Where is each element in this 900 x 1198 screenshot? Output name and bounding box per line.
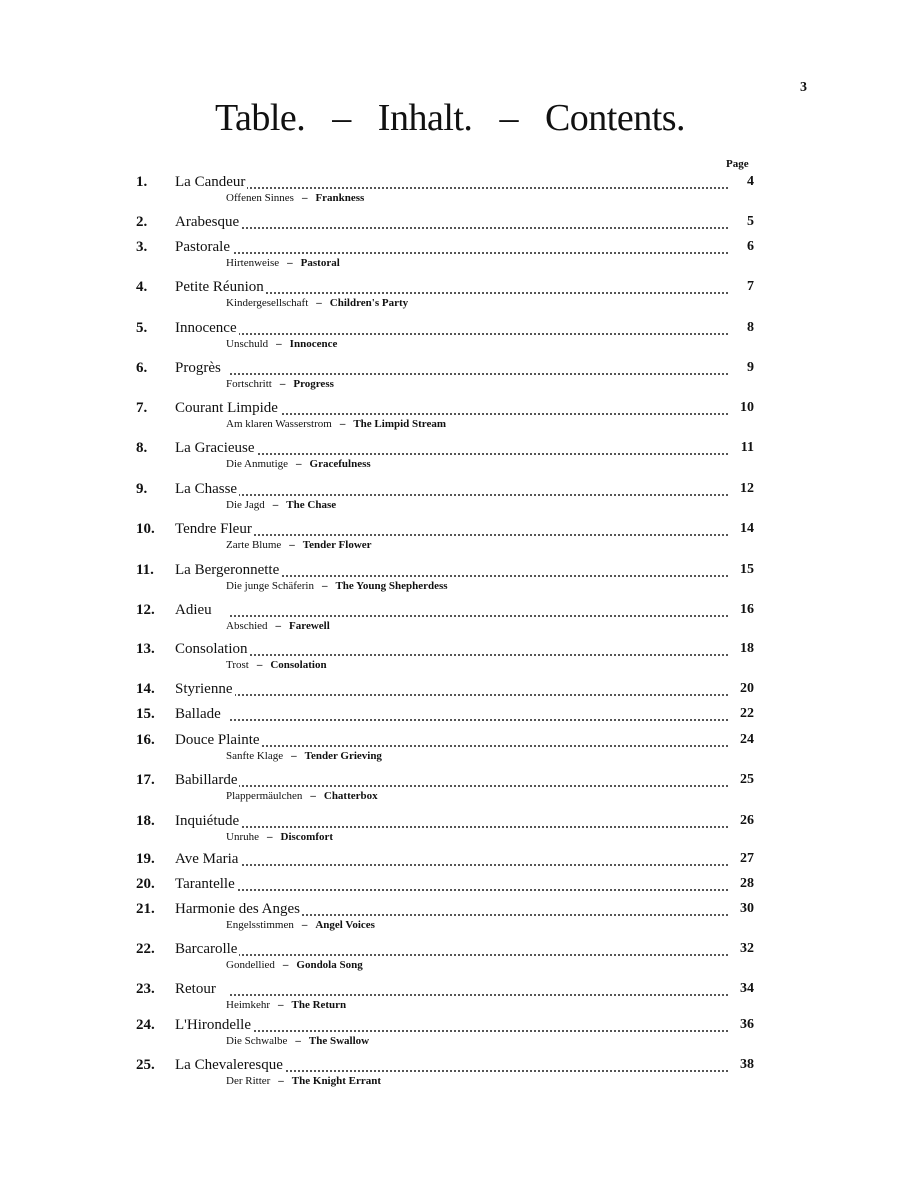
toc-entry-line (0, 440, 900, 462)
entry-number: 15. (136, 706, 155, 722)
page-number: 3 (800, 80, 807, 95)
entry-subtitle (226, 458, 371, 470)
entry-number: 14. (136, 681, 155, 697)
toc-entry-line (0, 521, 900, 543)
entry-subtitle (226, 659, 327, 671)
entry-subtitle (226, 418, 446, 430)
entry-title: L'Hirondelle (175, 1017, 252, 1033)
entry-number: 16. (136, 732, 155, 748)
entry-title: Consolation (175, 641, 248, 657)
entry-page-number: 26 (728, 813, 754, 829)
entry-page-number: 22 (728, 706, 754, 722)
toc-entry-line (0, 706, 900, 728)
toc-entry-line (0, 602, 900, 624)
dot-leader (230, 864, 728, 866)
toc-entry-line (0, 239, 900, 261)
dot-leader (230, 534, 728, 536)
subtitle-english: Pastoral (300, 257, 340, 269)
entry-page-number: 8 (728, 320, 754, 336)
entry-number: 22. (136, 941, 155, 957)
subtitle-english: Angel Voices (315, 919, 375, 931)
dot-leader (230, 826, 728, 828)
dot-leader (230, 954, 728, 956)
entry-page-number: 12 (728, 481, 754, 497)
entry-title: Ave Maria (175, 851, 239, 867)
entry-number: 17. (136, 772, 155, 788)
entry-subtitle (226, 919, 375, 931)
subtitle-separator: – (282, 959, 289, 971)
entry-page-number: 11 (728, 440, 754, 456)
dot-leader (230, 889, 728, 891)
entry-number: 20. (136, 876, 155, 892)
entry-title: Inquiétude (175, 813, 240, 829)
entry-title: Courant Limpide (175, 400, 278, 416)
entry-page-number: 20 (728, 681, 754, 697)
toc-entry-line (0, 320, 900, 342)
entry-title: Douce Plainte (175, 732, 260, 748)
entry-subtitle (226, 959, 363, 971)
subtitle-english: Gondola Song (296, 959, 363, 971)
entry-title: Retour (175, 981, 216, 997)
toc-entry-line (0, 981, 900, 1003)
subtitle-separator: – (267, 831, 273, 843)
entry-title: Babillarde (175, 772, 238, 788)
entry-subtitle (226, 1035, 369, 1047)
subtitle-english: Consolation (270, 659, 327, 671)
subtitle-separator: – (301, 192, 308, 204)
toc-entry-line (0, 641, 900, 663)
entry-number: 9. (136, 481, 148, 497)
entry-number: 7. (136, 400, 148, 416)
toc-entry-line (0, 901, 900, 923)
dot-leader (230, 1030, 728, 1032)
subtitle-english: Discomfort (280, 831, 334, 843)
title-english: Contents. (544, 97, 686, 139)
entry-page-number: 38 (728, 1057, 754, 1073)
entry-title: La Chevaleresque (175, 1057, 283, 1073)
subtitle-english: Frankness (315, 192, 365, 204)
dot-leader (230, 373, 728, 375)
subtitle-english: The Knight Errant (291, 1075, 382, 1087)
dot-leader (230, 914, 728, 916)
toc-entry-line (0, 941, 900, 963)
dot-leader (230, 227, 728, 229)
subtitle-separator: – (301, 919, 308, 931)
entry-page-number: 34 (728, 981, 754, 997)
dot-leader (230, 785, 728, 787)
subtitle-german: Gondellied (226, 959, 275, 971)
subtitle-separator: – (291, 750, 297, 762)
subtitle-german: Plappermäulchen (226, 790, 303, 802)
entry-page-number: 5 (728, 214, 754, 230)
entry-subtitle (226, 831, 333, 843)
entry-title: Arabesque (175, 214, 240, 230)
entry-page-number: 28 (728, 876, 754, 892)
toc-entry-line (0, 360, 900, 382)
entry-title: Adieu (175, 602, 212, 618)
entry-title: Harmonie des Anges (175, 901, 300, 917)
dot-leader (230, 292, 728, 294)
entry-subtitle (226, 1075, 381, 1087)
subtitle-german: Der Ritter (226, 1075, 271, 1087)
subtitle-english: Farewell (289, 620, 330, 632)
entry-page-number: 24 (728, 732, 754, 748)
subtitle-separator: – (287, 257, 293, 269)
dot-leader (230, 494, 728, 496)
toc-entry-line (0, 481, 900, 503)
subtitle-german: Engelsstimmen (226, 919, 294, 931)
dot-leader (230, 745, 728, 747)
toc-entry-line (0, 562, 900, 584)
subtitle-separator: – (295, 1035, 301, 1047)
title-german: Inhalt. (377, 97, 473, 139)
subtitle-english: The Limpid Stream (353, 418, 447, 430)
entry-page-number: 10 (728, 400, 754, 416)
subtitle-english: Children's Party (329, 297, 409, 309)
toc-entry-line (0, 813, 900, 835)
entry-title: Pastorale (175, 239, 230, 255)
entry-subtitle (226, 620, 330, 632)
entry-subtitle (226, 297, 408, 309)
subtitle-separator: – (296, 458, 302, 470)
subtitle-english: The Young Shepherdess (335, 580, 448, 592)
dot-leader (230, 719, 728, 721)
entry-page-number: 32 (728, 941, 754, 957)
dot-leader (230, 413, 728, 415)
dot-leader (230, 654, 728, 656)
subtitle-separator: – (289, 539, 295, 551)
entry-number: 5. (136, 320, 148, 336)
subtitle-german: Offenen Sinnes (226, 192, 294, 204)
dot-leader (230, 694, 728, 696)
dot-leader (230, 453, 728, 455)
subtitle-separator: – (310, 790, 316, 802)
subtitle-separator: – (321, 580, 328, 592)
subtitle-english: Tender Grieving (304, 750, 382, 762)
subtitle-german: Fortschritt (226, 378, 272, 390)
subtitle-separator: – (275, 620, 282, 632)
entry-page-number: 7 (728, 279, 754, 295)
entry-subtitle (226, 790, 378, 802)
entry-number: 19. (136, 851, 155, 867)
toc-entry-line (0, 400, 900, 422)
entry-subtitle (226, 999, 346, 1011)
entry-title: Styrienne (175, 681, 233, 697)
subtitle-german: Am klaren Wasserstrom (226, 418, 332, 430)
subtitle-english: Innocence (289, 338, 338, 350)
entry-page-number: 18 (728, 641, 754, 657)
entry-number: 11. (136, 562, 154, 578)
toc-entry-line (0, 772, 900, 794)
entry-number: 23. (136, 981, 155, 997)
entry-page-number: 6 (728, 239, 754, 255)
toc-entry-line (0, 851, 900, 873)
dot-leader (230, 994, 728, 996)
toc-entry-line (0, 681, 900, 703)
subtitle-separator: – (272, 499, 279, 511)
subtitle-english: Chatterbox (323, 790, 378, 802)
subtitle-separator: – (278, 1075, 284, 1087)
subtitle-german: Hirtenweise (226, 257, 280, 269)
entry-title: La Chasse (175, 481, 238, 497)
entry-number: 6. (136, 360, 148, 376)
entry-number: 3. (136, 239, 148, 255)
entry-title: Ballade (175, 706, 221, 722)
entry-subtitle (226, 257, 340, 269)
subtitle-english: Tender Flower (302, 539, 372, 551)
subtitle-german: Heimkehr (226, 999, 270, 1011)
subtitle-separator: – (276, 338, 282, 350)
subtitle-german: Trost (226, 659, 249, 671)
subtitle-english: The Chase (286, 499, 337, 511)
dot-leader (230, 252, 728, 254)
entry-subtitle (226, 378, 334, 390)
subtitle-german: Die Jagd (226, 499, 265, 511)
entry-page-number: 16 (728, 602, 754, 618)
entry-title: Tarantelle (175, 876, 235, 892)
entry-title: La Candeur (175, 174, 246, 190)
dot-leader (230, 615, 728, 617)
entry-title: La Bergeronnette (175, 562, 280, 578)
entry-subtitle (226, 338, 337, 350)
entry-title: Petite Réunion (175, 279, 264, 295)
entry-number: 12. (136, 602, 155, 618)
entry-number: 4. (136, 279, 148, 295)
subtitle-german: Kindergesellschaft (226, 297, 309, 309)
entry-subtitle (226, 539, 372, 551)
entry-page-number: 27 (728, 851, 754, 867)
entry-subtitle (226, 499, 336, 511)
title-dash: – (499, 97, 518, 139)
title-french: Table. (214, 97, 306, 139)
entry-subtitle (226, 750, 382, 762)
subtitle-german: Die Schwalbe (226, 1035, 288, 1047)
entry-number: 2. (136, 214, 148, 230)
toc-entry-line (0, 174, 900, 196)
entry-number: 18. (136, 813, 155, 829)
subtitle-separator: – (277, 999, 284, 1011)
subtitle-separator: – (316, 297, 322, 309)
toc-entry-line (0, 279, 900, 301)
title-dash: – (332, 97, 351, 139)
entry-page-number: 4 (728, 174, 754, 190)
toc-entry-line (0, 214, 900, 236)
subtitle-separator: – (339, 418, 346, 430)
subtitle-german: Die junge Schäferin (226, 580, 314, 592)
entry-number: 10. (136, 521, 155, 537)
entry-number: 21. (136, 901, 155, 917)
dot-leader (230, 1070, 728, 1072)
entry-title: Innocence (175, 320, 237, 336)
entry-page-number: 15 (728, 562, 754, 578)
toc-entry-line (0, 732, 900, 754)
subtitle-english: The Return (291, 999, 347, 1011)
entry-title: Barcarolle (175, 941, 238, 957)
subtitle-english: The Swallow (308, 1035, 370, 1047)
subtitle-german: Unruhe (226, 831, 259, 843)
dot-leader (230, 575, 728, 577)
entry-subtitle (226, 580, 448, 592)
entry-number: 24. (136, 1017, 155, 1033)
subtitle-separator: – (279, 378, 286, 390)
subtitle-english: Gracefulness (309, 458, 371, 470)
entry-number: 8. (136, 440, 148, 456)
entry-page-number: 25 (728, 772, 754, 788)
entry-number: 1. (136, 174, 148, 190)
entry-number: 25. (136, 1057, 155, 1073)
dot-leader (230, 187, 728, 189)
toc-entry-line (0, 876, 900, 898)
page-column-header: Page (726, 158, 749, 170)
subtitle-german: Die Anmutige (226, 458, 289, 470)
entry-number: 13. (136, 641, 155, 657)
entry-page-number: 9 (728, 360, 754, 376)
toc-entry-line (0, 1017, 900, 1039)
entry-page-number: 14 (728, 521, 754, 537)
subtitle-german: Unschuld (226, 338, 269, 350)
toc-entry-line (0, 1057, 900, 1079)
subtitle-english: Progress (293, 378, 334, 390)
subtitle-german: Abschied (226, 620, 268, 632)
dot-leader (230, 333, 728, 335)
entry-title: La Gracieuse (175, 440, 255, 456)
entry-page-number: 36 (728, 1017, 754, 1033)
entry-title: Progrès (175, 360, 221, 376)
entry-title: Tendre Fleur (175, 521, 252, 537)
subtitle-separator: – (256, 659, 263, 671)
subtitle-german: Zarte Blume (226, 539, 282, 551)
entry-page-number: 30 (728, 901, 754, 917)
subtitle-german: Sanfte Klage (226, 750, 284, 762)
entry-subtitle (226, 192, 364, 204)
